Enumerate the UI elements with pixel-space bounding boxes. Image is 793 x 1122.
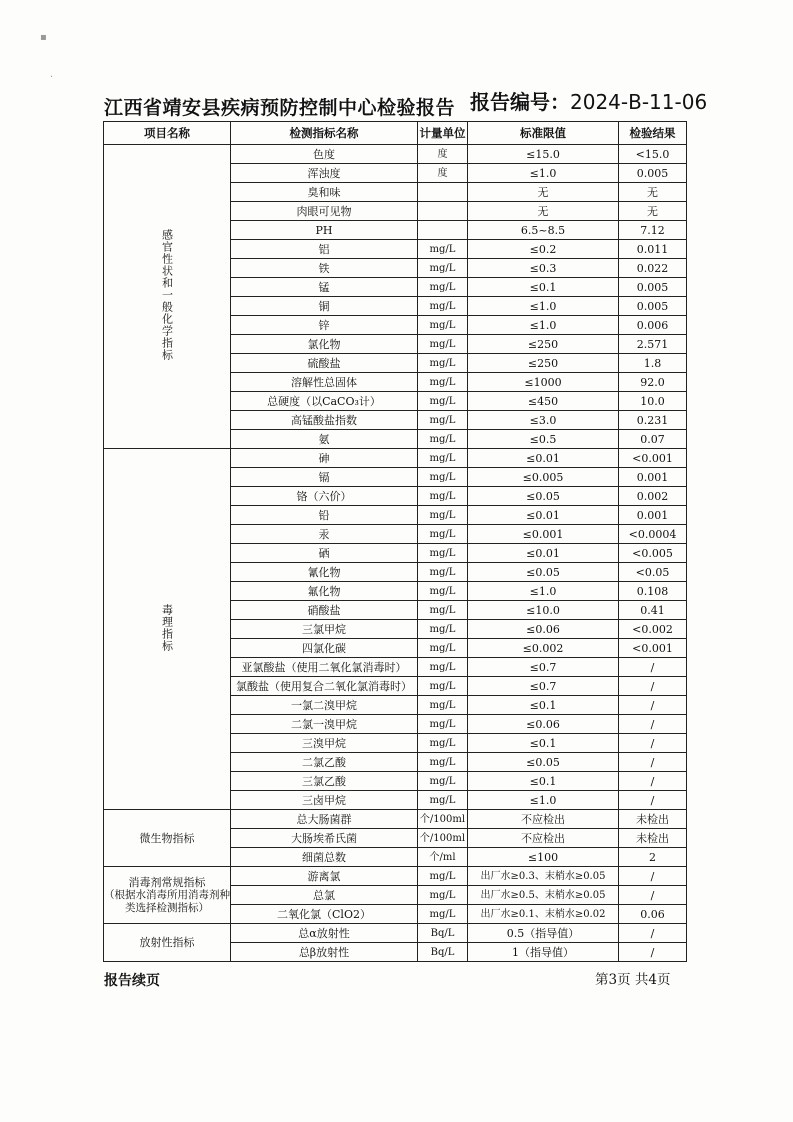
indicator-name: 溶解性总固体 (231, 373, 418, 392)
standard-limit: ≤1.0 (468, 582, 619, 601)
unit: mg/L (418, 544, 468, 563)
standard-limit: ≤0.06 (468, 620, 619, 639)
test-result: 无 (619, 183, 687, 202)
test-result: 10.0 (619, 392, 687, 411)
unit (418, 183, 468, 202)
indicator-name: 二氯乙酸 (231, 753, 418, 772)
report-number (470, 86, 707, 115)
indicator-name: 氯化物 (231, 335, 418, 354)
standard-limit: ≤0.005 (468, 468, 619, 487)
unit: mg/L (418, 468, 468, 487)
unit: 个/100ml (418, 810, 468, 829)
test-result: / (619, 696, 687, 715)
column-header: 检测指标名称 (231, 122, 418, 145)
unit: mg/L (418, 772, 468, 791)
test-result: <0.0004 (619, 525, 687, 544)
test-result: / (619, 753, 687, 772)
standard-limit: 无 (468, 202, 619, 221)
unit: 个/100ml (418, 829, 468, 848)
group-name: 毒理指标 (160, 603, 174, 652)
unit: mg/L (418, 905, 468, 924)
unit: mg/L (418, 525, 468, 544)
table-row (104, 145, 687, 164)
scan-speck: · (50, 72, 54, 83)
group-name-note: （根据水消毒所用消毒剂种类选择检测指标） (104, 888, 230, 914)
table-header-row (104, 122, 687, 145)
test-result: <0.002 (619, 620, 687, 639)
standard-limit: ≤10.0 (468, 601, 619, 620)
standard-limit: ≤0.2 (468, 240, 619, 259)
indicator-name: 汞 (231, 525, 418, 544)
unit: mg/L (418, 278, 468, 297)
test-result: / (619, 867, 687, 886)
test-result: 0.022 (619, 259, 687, 278)
unit: mg/L (418, 677, 468, 696)
unit: mg/L (418, 487, 468, 506)
unit: Bq/L (418, 943, 468, 962)
indicator-name: 三氯甲烷 (231, 620, 418, 639)
indicator-name: 氟化物 (231, 582, 418, 601)
indicator-name: 总硬度（以CaCO₃计） (231, 392, 418, 411)
test-result: / (619, 886, 687, 905)
test-result: 0.231 (619, 411, 687, 430)
test-result: 92.0 (619, 373, 687, 392)
indicator-name: 亚氯酸盐（使用二氧化氯消毒时） (231, 658, 418, 677)
standard-limit: ≤0.3 (468, 259, 619, 278)
group-name-line: 消毒剂常规指标 (128, 875, 206, 889)
unit: mg/L (418, 430, 468, 449)
indicator-name: 镉 (231, 468, 418, 487)
indicator-name: 氯酸盐（使用复合二氧化氯消毒时） (231, 677, 418, 696)
unit: mg/L (418, 354, 468, 373)
indicator-name: 铁 (231, 259, 418, 278)
unit (418, 202, 468, 221)
test-result: / (619, 924, 687, 943)
standard-limit: ≤0.5 (468, 430, 619, 449)
test-result: 0.06 (619, 905, 687, 924)
test-result: 0.011 (619, 240, 687, 259)
test-result: / (619, 791, 687, 810)
standard-limit: ≤3.0 (468, 411, 619, 430)
page-indicator: 第3页 共4页 (595, 972, 671, 988)
test-result: 7.12 (619, 221, 687, 240)
test-result: / (619, 943, 687, 962)
test-result: <0.05 (619, 563, 687, 582)
standard-limit: 无 (468, 183, 619, 202)
unit: mg/L (418, 563, 468, 582)
indicator-name: 总大肠菌群 (231, 810, 418, 829)
test-result: <0.005 (619, 544, 687, 563)
test-result: 2.571 (619, 335, 687, 354)
report-title: 江西省靖安县疾病预防控制中心检验报告 (104, 97, 456, 119)
indicator-name: 臭和味 (231, 183, 418, 202)
unit: 度 (418, 145, 468, 164)
unit: mg/L (418, 639, 468, 658)
unit: 个/ml (418, 848, 468, 867)
standard-limit: ≤0.1 (468, 278, 619, 297)
test-result: 1.8 (619, 354, 687, 373)
standard-limit: ≤0.7 (468, 658, 619, 677)
standard-limit: 6.5~8.5 (468, 221, 619, 240)
test-result: 0.005 (619, 164, 687, 183)
unit: mg/L (418, 297, 468, 316)
unit: mg/L (418, 696, 468, 715)
indicator-name: 铜 (231, 297, 418, 316)
test-result: 0.07 (619, 430, 687, 449)
indicator-name: 锰 (231, 278, 418, 297)
indicator-name: 硫酸盐 (231, 354, 418, 373)
test-result: / (619, 715, 687, 734)
test-result: / (619, 658, 687, 677)
indicator-name: 三溴甲烷 (231, 734, 418, 753)
test-result: 0.005 (619, 297, 687, 316)
test-result: 0.001 (619, 468, 687, 487)
unit: Bq/L (418, 924, 468, 943)
unit: mg/L (418, 715, 468, 734)
group-name-cell (104, 810, 231, 867)
table-row (104, 449, 687, 468)
indicator-name: 铅 (231, 506, 418, 525)
standard-limit: ≤1.0 (468, 164, 619, 183)
test-result: 无 (619, 202, 687, 221)
test-result: 未检出 (619, 829, 687, 848)
indicator-name: 铝 (231, 240, 418, 259)
standard-limit: 0.5（指导值） (468, 924, 619, 943)
standard-limit: ≤0.05 (468, 753, 619, 772)
indicator-name: 三卤甲烷 (231, 791, 418, 810)
table-row (104, 924, 687, 943)
indicator-name: 砷 (231, 449, 418, 468)
unit: mg/L (418, 316, 468, 335)
indicator-name: 游离氯 (231, 867, 418, 886)
standard-limit: ≤0.001 (468, 525, 619, 544)
standard-limit: ≤0.01 (468, 449, 619, 468)
test-result: <0.001 (619, 449, 687, 468)
test-result: 0.108 (619, 582, 687, 601)
standard-limit: 不应检出 (468, 829, 619, 848)
test-result: / (619, 734, 687, 753)
unit: mg/L (418, 753, 468, 772)
standard-limit: ≤1.0 (468, 791, 619, 810)
indicator-name: 一氯二溴甲烷 (231, 696, 418, 715)
indicator-name: 高锰酸盐指数 (231, 411, 418, 430)
standard-limit: ≤250 (468, 335, 619, 354)
group-name-cell (104, 867, 231, 924)
unit: 度 (418, 164, 468, 183)
indicator-name: 细菌总数 (231, 848, 418, 867)
standard-limit: ≤0.002 (468, 639, 619, 658)
standard-limit: ≤1000 (468, 373, 619, 392)
report-number-value: 2024-B-11-06 (570, 90, 708, 114)
test-result: / (619, 677, 687, 696)
standard-limit: ≤450 (468, 392, 619, 411)
standard-limit: ≤0.06 (468, 715, 619, 734)
standard-limit: ≤0.05 (468, 487, 619, 506)
column-header: 计量单位 (418, 122, 468, 145)
standard-limit: 不应检出 (468, 810, 619, 829)
indicator-name: 三氯乙酸 (231, 772, 418, 791)
indicator-name: 总α放射性 (231, 924, 418, 943)
unit: mg/L (418, 658, 468, 677)
standard-limit: ≤0.1 (468, 696, 619, 715)
indicator-name: 硝酸盐 (231, 601, 418, 620)
indicator-name: 氨 (231, 430, 418, 449)
unit: mg/L (418, 620, 468, 639)
unit: mg/L (418, 335, 468, 354)
indicator-name: PH (231, 221, 418, 240)
unit (418, 221, 468, 240)
standard-limit: ≤100 (468, 848, 619, 867)
indicator-name: 大肠埃希氏菌 (231, 829, 418, 848)
group-name: 放射性指标 (139, 936, 195, 949)
standard-limit: 出厂水≥0.3、末梢水≥0.05 (468, 867, 619, 886)
standard-limit: ≤1.0 (468, 297, 619, 316)
test-result: 0.006 (619, 316, 687, 335)
indicator-name: 肉眼可见物 (231, 202, 418, 221)
column-header: 检验结果 (619, 122, 687, 145)
standard-limit: ≤0.01 (468, 506, 619, 525)
group-name: 感官性状和一般化学指标 (160, 229, 174, 361)
unit: mg/L (418, 791, 468, 810)
unit: mg/L (418, 506, 468, 525)
unit: mg/L (418, 259, 468, 278)
standard-limit: ≤0.7 (468, 677, 619, 696)
unit: mg/L (418, 886, 468, 905)
standard-limit: ≤1.0 (468, 316, 619, 335)
unit: mg/L (418, 373, 468, 392)
test-result: 0.41 (619, 601, 687, 620)
unit: mg/L (418, 449, 468, 468)
test-result: 0.002 (619, 487, 687, 506)
unit: mg/L (418, 867, 468, 886)
unit: mg/L (418, 392, 468, 411)
group-name: 微生物指标 (139, 831, 195, 845)
indicator-name: 二氧化氯（ClO2） (231, 905, 418, 924)
column-header: 标准限值 (468, 122, 619, 145)
standard-limit: ≤0.01 (468, 544, 619, 563)
unit: mg/L (418, 240, 468, 259)
indicator-name: 铬（六价） (231, 487, 418, 506)
test-result: / (619, 772, 687, 791)
standard-limit: ≤0.1 (468, 734, 619, 753)
unit: mg/L (418, 411, 468, 430)
indicator-name: 锌 (231, 316, 418, 335)
group-name-cell (104, 449, 231, 810)
unit: mg/L (418, 601, 468, 620)
table-row (104, 867, 687, 886)
standard-limit: ≤0.1 (468, 772, 619, 791)
group-name-cell (104, 924, 231, 962)
test-result: 0.001 (619, 506, 687, 525)
indicator-name: 硒 (231, 544, 418, 563)
test-result: <0.001 (619, 639, 687, 658)
standard-limit: ≤0.05 (468, 563, 619, 582)
standard-limit: ≤250 (468, 354, 619, 373)
standard-limit: ≤15.0 (468, 145, 619, 164)
report-continuation-label: 报告续页 (104, 973, 160, 989)
indicator-name: 总β放射性 (231, 943, 418, 962)
test-result: 未检出 (619, 810, 687, 829)
scan-speck: ▪ (40, 32, 47, 43)
unit: mg/L (418, 582, 468, 601)
indicator-name: 色度 (231, 145, 418, 164)
test-results-table (103, 121, 687, 962)
group-name (104, 876, 230, 915)
test-result: <15.0 (619, 145, 687, 164)
report-number-label: 报告编号： (470, 90, 570, 114)
test-result: 2 (619, 848, 687, 867)
unit: mg/L (418, 734, 468, 753)
table-row (104, 810, 687, 829)
standard-limit: 1（指导值） (468, 943, 619, 962)
indicator-name: 总氯 (231, 886, 418, 905)
table-body (104, 145, 687, 962)
indicator-name: 二氯一溴甲烷 (231, 715, 418, 734)
indicator-name: 浑浊度 (231, 164, 418, 183)
indicator-name: 四氯化碳 (231, 639, 418, 658)
group-name-cell (104, 145, 231, 449)
column-header: 项目名称 (104, 122, 231, 145)
standard-limit: 出厂水≥0.5、末梢水≥0.05 (468, 886, 619, 905)
indicator-name: 氰化物 (231, 563, 418, 582)
test-result: 0.005 (619, 278, 687, 297)
standard-limit: 出厂水≥0.1、末梢水≥0.02 (468, 905, 619, 924)
